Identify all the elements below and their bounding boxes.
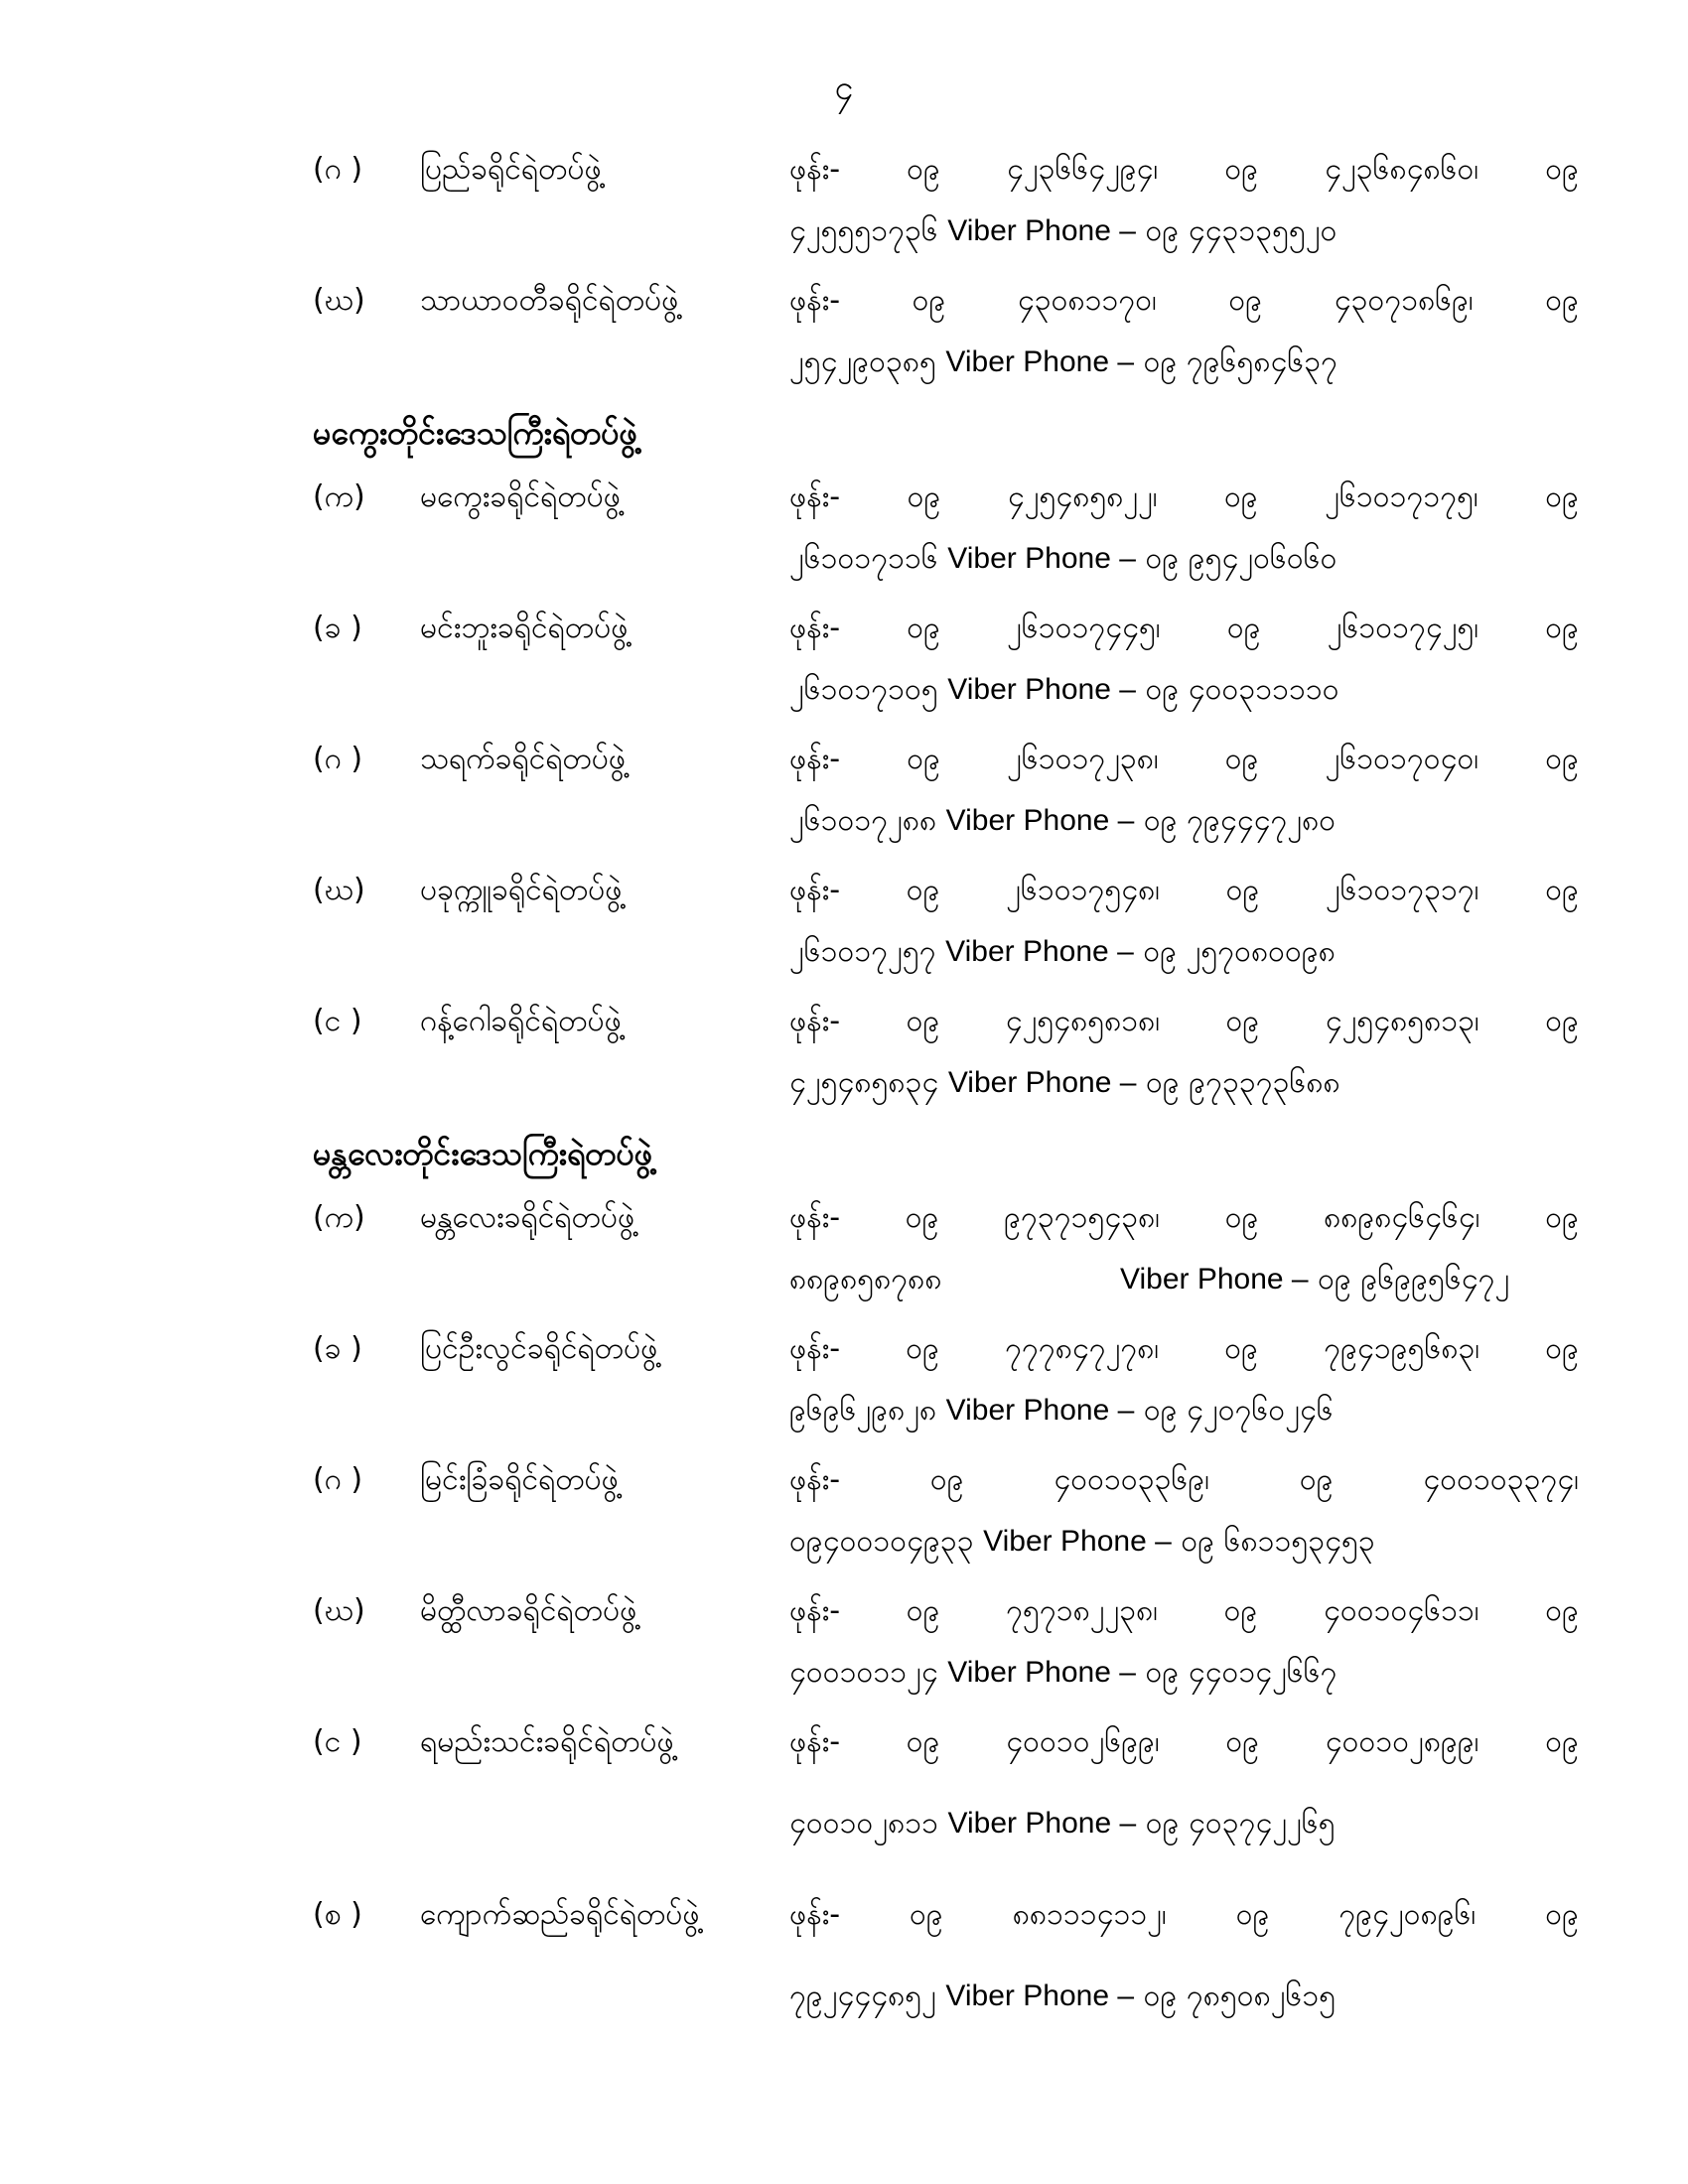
- section-heading: မကွေးတိုင်းဒေသကြီးရဲတပ်ဖွဲ့: [313, 414, 637, 452]
- contact-entry: [313, 1187, 1579, 1310]
- viber-label: Viber Phone –: [947, 1807, 1137, 1840]
- entry-name: မိတ္ထီလာခရိုင်ရဲတပ်ဖွဲ့: [420, 1593, 637, 1628]
- contact-entry: [313, 1449, 1579, 1572]
- entry-index: (ဂ ): [313, 152, 363, 187]
- phone-number: ၂၆၁၀၁၇၁၀၅: [789, 672, 938, 707]
- phone-number: ၄၀၀၁၀၃၃၆၉၊: [1054, 1462, 1210, 1497]
- entry-index: (ခ ): [313, 611, 362, 645]
- phone-number: ၀၉: [907, 479, 941, 514]
- phone-number: ၀၉: [1545, 1200, 1579, 1235]
- viber-label: Viber Phone –: [945, 935, 1134, 968]
- contact-list: [313, 139, 1579, 2035]
- phone-number: ၄၂၅၅၅၁၇၃၆: [789, 213, 938, 248]
- viber-label: Viber Phone –: [947, 1066, 1137, 1099]
- phone-number: ၇၅၇၁၈၂၂၃၈၊: [1006, 1593, 1158, 1628]
- contact-entry: [313, 860, 1579, 983]
- phone-number: ၀၉: [1545, 611, 1579, 645]
- phone-number: ၂၆၁၀၁၇၅၄၈၊: [1006, 873, 1160, 907]
- phone-line: [789, 921, 1579, 983]
- phone-label: ဖုန်း-: [789, 1593, 841, 1628]
- phone-label: ဖုန်း-: [789, 1897, 841, 1932]
- phone-line: [789, 1884, 1579, 1946]
- phone-number: ၇၇၇၈၄၇၂၇၈၊: [1005, 1331, 1160, 1366]
- viber-label: Viber Phone –: [945, 804, 1135, 837]
- phone-line: [789, 1187, 1579, 1249]
- viber-number: ၀၉ ၄၂၀၇၆၀၂၄၆: [1143, 1393, 1334, 1428]
- contact-entry: [313, 729, 1579, 852]
- phone-block: [789, 1318, 1579, 1441]
- phone-line: [789, 598, 1579, 659]
- viber-number: ၀၉ ၉၆၉၉၅၆၄၇၂: [1318, 1262, 1510, 1297]
- viber-label: Viber Phone –: [947, 1656, 1136, 1689]
- phone-number: ၀၉: [1545, 1331, 1579, 1366]
- phone-number: ၇၉၄၂၀၈၉၆၊: [1338, 1897, 1477, 1932]
- entry-index: (င ): [313, 1724, 362, 1759]
- phone-number: ၀၉: [906, 1593, 940, 1628]
- phone-number: ၀၉: [1545, 479, 1579, 514]
- entry-name: ပခုက္ကူခရိုင်ရဲတပ်ဖွဲ့: [420, 873, 623, 907]
- viber-label: Viber Phone –: [1120, 1263, 1309, 1296]
- phone-number: ၄၀၀၁၀၁၁၂၄: [789, 1655, 938, 1690]
- phone-number: ၀၉: [1224, 479, 1258, 514]
- phone-number: ၄၀၀၁၀၂၈၁၁: [789, 1806, 938, 1841]
- entry-name: မကွေးခရိုင်ရဲတပ်ဖွဲ့: [420, 479, 621, 514]
- phone-number: ၀၉: [906, 1331, 939, 1366]
- entry-index: (ဃ): [313, 873, 365, 907]
- phone-number: ၀၉: [906, 873, 940, 907]
- phone-number: ၀၉: [1545, 283, 1579, 318]
- phone-block: [789, 1711, 1579, 1854]
- phone-number: ၄၀၀၁၀၄၆၁၁၊: [1323, 1593, 1479, 1628]
- viber-number: ၀၉ ၉၇၃၃၇၃၆၈၈: [1145, 1065, 1340, 1100]
- phone-number: ၀၉: [912, 283, 946, 318]
- viber-number: ၀၉ ၇၉၆၅၈၄၆၃၇: [1143, 344, 1338, 379]
- phone-block: [789, 1580, 1579, 1704]
- contact-entry: [313, 139, 1579, 262]
- phone-number: ၀၉: [905, 1200, 939, 1235]
- entry-name: မန္တလေးခရိုင်ရဲတပ်ဖွဲ့: [420, 1200, 635, 1235]
- phone-number: ၀၉: [1235, 1897, 1270, 1932]
- phone-number: ၀၉: [907, 742, 940, 776]
- phone-number: ၀၉: [929, 1462, 964, 1497]
- phone-line: [789, 139, 1579, 201]
- viber-number: ၀၉ ၇၈၅၀၈၂၆၁၅: [1143, 1979, 1336, 2013]
- phone-number: ၉၇၃၇၁၅၄၃၈၊: [1004, 1200, 1161, 1235]
- phone-number: ၀၉၄၀၀၁၀၄၉၃၃: [789, 1524, 974, 1559]
- viber-number: ၀၉ ၄၀၀၃၁၁၁၁၀: [1145, 672, 1339, 707]
- phone-number: ၈၈၁၁၁၄၁၁၂၊: [1012, 1897, 1167, 1932]
- viber-number: ၀၉ ၂၅၇၀၈၀၀၉၈: [1143, 934, 1336, 969]
- phone-number: ၀၉: [1225, 1724, 1260, 1759]
- entry-index: (က): [313, 1200, 365, 1235]
- phone-number: ၀၉: [1545, 1593, 1579, 1628]
- entry-name: ကျောက်ဆည်ခရိုင်ရဲတပ်ဖွဲ့: [420, 1897, 700, 1932]
- phone-number: ၀၉: [1545, 873, 1579, 907]
- phone-line: [789, 659, 1579, 721]
- entry-name: ရမည်းသင်းခရိုင်ရဲတပ်ဖွဲ့: [420, 1724, 674, 1759]
- phone-number: ၀၉: [1545, 1897, 1579, 1932]
- phone-number: ၀၉: [1299, 1462, 1334, 1497]
- phone-number: ၀၉: [1224, 152, 1259, 187]
- contact-entry: [313, 270, 1579, 393]
- phone-label: ဖုန်း-: [789, 1462, 841, 1497]
- phone-number: ၄၃၀၇၁၈၆၉၊: [1334, 283, 1474, 318]
- phone-number: ၀၉: [1545, 152, 1579, 187]
- phone-number: ၉၆၉၆၂၉၈၂၈: [789, 1393, 937, 1428]
- entry-name: သရက်ခရိုင်ရဲတပ်ဖွဲ့: [420, 742, 627, 776]
- entry-index: (ဃ): [313, 1593, 365, 1628]
- viber-label: Viber Phone –: [945, 1394, 1135, 1427]
- phone-line: [789, 1052, 1579, 1114]
- section-heading: မန္တလေးတိုင်းဒေသကြီးရဲတပ်ဖွဲ့: [313, 1135, 652, 1172]
- phone-number: ၀၉: [1225, 873, 1260, 907]
- phone-number: ၀၉: [1223, 1593, 1258, 1628]
- phone-number: ၀၉: [906, 1724, 940, 1759]
- viber-label: Viber Phone –: [947, 542, 1136, 575]
- phone-number: ၀၉: [1545, 742, 1579, 776]
- contact-entry: [313, 598, 1579, 721]
- phone-line: [789, 528, 1579, 590]
- phone-line: [789, 790, 1579, 852]
- phone-number: ၄၂၅၄၈၅၈၂၂၊: [1007, 479, 1158, 514]
- phone-block: [789, 467, 1579, 590]
- phone-number: ၀၉: [1226, 611, 1261, 645]
- viber-label: Viber Phone –: [983, 1525, 1172, 1558]
- phone-number: ၀၉: [1224, 1331, 1259, 1366]
- contact-entry: [313, 1711, 1579, 1854]
- phone-number: ၂၆၁၀၁၇၂၃၈၊: [1007, 742, 1159, 776]
- phone-number: ၄၂၃၆၆၄၂၉၄၊: [1006, 152, 1159, 187]
- phone-number: ၇၉၄၁၉၅၆၈၃၊: [1324, 1331, 1480, 1366]
- phone-label: ဖုန်း-: [789, 1724, 841, 1759]
- phone-number: ၀၉: [906, 1004, 940, 1038]
- entry-index: (ဂ ): [313, 1462, 363, 1497]
- phone-number: ၂၆၁၀၁၇၁၇၅၊: [1325, 479, 1478, 514]
- entry-index: (ဃ): [313, 283, 365, 318]
- phone-block: [789, 991, 1579, 1114]
- phone-label: ဖုန်း-: [789, 283, 841, 318]
- phone-number: ၂၆၁၀၁၇၄၄၅၊: [1007, 611, 1161, 645]
- entry-name: ပြည်ခရိုင်ရဲတပ်ဖွဲ့: [420, 152, 602, 187]
- phone-label: ဖုန်း-: [789, 1331, 841, 1366]
- phone-line: [789, 270, 1579, 332]
- phone-block: [789, 270, 1579, 393]
- phone-line: [789, 201, 1579, 262]
- phone-line: [789, 1249, 1579, 1310]
- phone-number: ၄၂၃၆၈၄၈၆၀၊: [1325, 152, 1479, 187]
- phone-line: [789, 1642, 1579, 1704]
- phone-line: [789, 729, 1579, 790]
- phone-line: [789, 1511, 1579, 1572]
- viber-number: ၀၉ ၇၉၄၄၄၇၂၈၀: [1143, 803, 1336, 838]
- phone-line: [789, 332, 1579, 393]
- phone-block: [789, 1884, 1579, 2027]
- viber-number: ၀၉ ၄၄၃၁၃၅၅၂၀: [1145, 213, 1337, 248]
- viber-label: Viber Phone –: [947, 673, 1136, 706]
- viber-number: ၀၉ ၆၈၁၁၅၃၄၅၃: [1181, 1524, 1375, 1559]
- viber-number: ၀၉ ၄၄၀၁၄၂၆၆၇: [1145, 1655, 1337, 1690]
- phone-number: ၄၀၀၁၀၃၃၇၄၊: [1423, 1462, 1579, 1497]
- phone-block: [789, 1187, 1579, 1310]
- phone-number: ၂၆၁၀၁၇၀၄၀၊: [1325, 742, 1479, 776]
- entry-index: (က): [313, 479, 365, 514]
- phone-number: ၂၆၁၀၁၇၁၁၆: [789, 541, 938, 576]
- phone-number: ၄၂၅၄၈၅၈၁၃၊: [1325, 1004, 1479, 1038]
- phone-line: [789, 1580, 1579, 1642]
- phone-block: [789, 860, 1579, 983]
- entry-name: သာယာဝတီခရိုင်ရဲတပ်ဖွဲ့: [420, 283, 679, 318]
- phone-line: [789, 860, 1579, 921]
- contact-entry: [313, 1318, 1579, 1441]
- viber-number: ၀၉ ၄၀၃၇၄၂၂၆၅: [1145, 1806, 1336, 1841]
- phone-number: ၄၀၀၁၀၂၆၉၉၊: [1006, 1724, 1160, 1759]
- entry-index: (င ): [313, 1004, 362, 1038]
- phone-number: ၄၀၀၁၀၂၈၉၉၊: [1325, 1724, 1479, 1759]
- phone-block: [789, 1449, 1579, 1572]
- phone-number: ၀၉: [1228, 283, 1263, 318]
- entry-index: (ခ ): [313, 1331, 362, 1366]
- phone-label: ဖုန်း-: [789, 873, 841, 907]
- phone-label: ဖုန်း-: [789, 1004, 841, 1038]
- phone-label: ဖုန်း-: [789, 479, 841, 514]
- phone-label: ဖုန်း-: [789, 611, 841, 645]
- phone-number: ၀၉: [1224, 742, 1259, 776]
- phone-number: ၈၈၉၈၄၆၄၆၄၊: [1324, 1200, 1480, 1235]
- page-number: ၄: [834, 68, 854, 108]
- phone-number: ၇၉၂၄၄၄၈၅၂: [789, 1979, 936, 2013]
- viber-label: Viber Phone –: [945, 1979, 1135, 2012]
- phone-number: ၀၉: [907, 152, 940, 187]
- phone-number: ၂၅၄၂၉၀၃၈၅: [789, 344, 936, 379]
- phone-number: ၀၉: [910, 1897, 943, 1932]
- phone-number: ၀၉: [1545, 1724, 1579, 1759]
- phone-line: [789, 467, 1579, 528]
- entry-name: မင်းဘူးခရိုင်ရဲတပ်ဖွဲ့: [420, 611, 629, 645]
- phone-line: [789, 1966, 1579, 2027]
- phone-number: ၈၈၉၈၅၈၇၈၈: [789, 1262, 942, 1297]
- contact-entry: [313, 1580, 1579, 1704]
- phone-label: ဖုန်း-: [789, 152, 841, 187]
- phone-line: [789, 1380, 1579, 1441]
- contact-entry: [313, 1884, 1579, 2027]
- phone-number: ၀၉: [907, 611, 941, 645]
- contact-entry: [313, 991, 1579, 1114]
- phone-line: [789, 991, 1579, 1052]
- phone-label: ဖုန်း-: [789, 1200, 841, 1235]
- viber-number: ၀၉ ၉၅၄၂၀၆၀၆၀: [1145, 541, 1337, 576]
- phone-number: ၂၆၁၀၁၇၃၁၇၊: [1326, 873, 1479, 907]
- entry-name: ပြင်ဦးလွင်ခရိုင်ရဲတပ်ဖွဲ့: [420, 1331, 658, 1366]
- phone-line: [789, 1711, 1579, 1773]
- phone-number: ၂၆၁၀၁၇၄၂၅၊: [1327, 611, 1479, 645]
- phone-block: [789, 598, 1579, 721]
- phone-block: [789, 139, 1579, 262]
- phone-block: [789, 729, 1579, 852]
- phone-line: [789, 1318, 1579, 1380]
- entry-index: (စ ): [313, 1897, 362, 1932]
- entry-name: ဂန့်ဂေါခရိုင်ရဲတပ်ဖွဲ့: [420, 1004, 622, 1038]
- phone-number: ၄၃၀၈၁၁၇၀၊: [1017, 283, 1157, 318]
- contact-entry: [313, 467, 1579, 590]
- phone-number: ၂၆၁၀၁၇၂၈၈: [789, 803, 937, 838]
- phone-number: ၀၉: [1225, 1004, 1260, 1038]
- viber-label: Viber Phone –: [945, 345, 1135, 378]
- phone-line: [789, 1793, 1579, 1854]
- viber-label: Viber Phone –: [947, 214, 1136, 247]
- phone-number: ၂၆၁၀၁၇၂၅၇: [789, 934, 936, 969]
- phone-number: ၄၂၅၄၈၅၈၁၈၊: [1005, 1004, 1161, 1038]
- phone-number: ၀၉: [1545, 1004, 1579, 1038]
- phone-number: ၄၂၅၄၈၅၈၃၄: [789, 1065, 939, 1100]
- phone-line: [789, 1449, 1579, 1511]
- entry-index: (ဂ ): [313, 742, 363, 776]
- phone-label: ဖုန်း-: [789, 742, 841, 776]
- entry-name: မြင်းခြံခရိုင်ရဲတပ်ဖွဲ့: [420, 1462, 619, 1497]
- phone-number: ၀၉: [1224, 1200, 1259, 1235]
